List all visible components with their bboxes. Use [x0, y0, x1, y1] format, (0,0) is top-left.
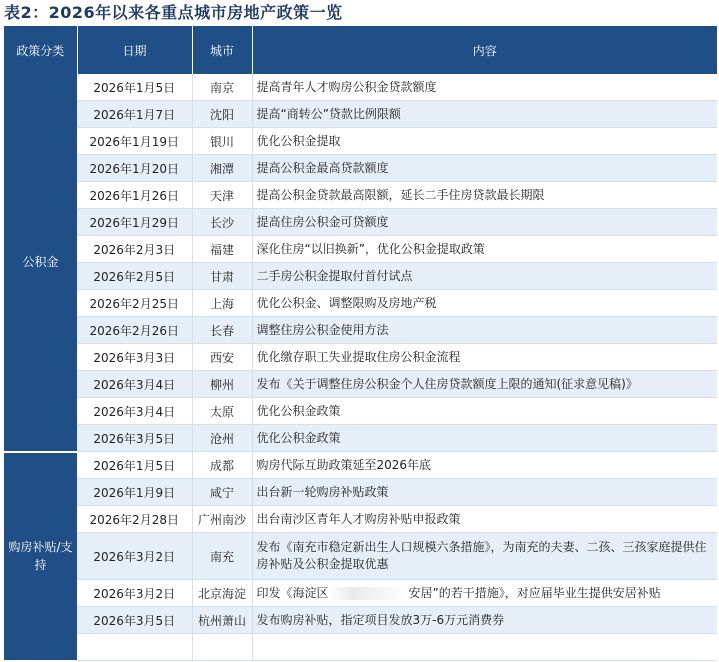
- content-cell: 深化住房“以旧换新”，优化公积金提取政策: [252, 236, 717, 263]
- city-cell: 甘肃: [192, 263, 252, 290]
- city-cell: 西安: [192, 344, 252, 371]
- city-cell: 银川: [192, 128, 252, 155]
- header-date: 日期: [77, 26, 192, 74]
- category-cell-purchase-subsidy: 购房补贴/支持: [4, 452, 77, 661]
- city-cell: 南充: [192, 533, 252, 580]
- date-cell: 2026年1月5日: [77, 74, 192, 101]
- city-cell: 成都: [192, 452, 252, 479]
- table-row-cut: [4, 634, 717, 661]
- city-cell: 沈阳: [192, 101, 252, 128]
- city-cell: 沧州: [192, 425, 252, 452]
- city-cell: 长春: [192, 317, 252, 344]
- table-row: [4, 533, 717, 580]
- city-cell: 北京海淀: [192, 580, 252, 607]
- date-cell: 2026年3月5日: [77, 607, 192, 634]
- content-cell: 发布《南充市稳定新出生人口规模六条措施》，为南充的夫妻、二孩、三孩家庭提供住房补贴及公积金提取优惠: [252, 533, 717, 580]
- date-cell: 2026年2月3日: [77, 236, 192, 263]
- date-cell: 2026年1月9日: [77, 479, 192, 506]
- content-cell: 二手房公积金提取付首付试点: [252, 263, 717, 290]
- content-part-after: 安居”的若干措施》，对应届毕业生提供安居补贴: [408, 585, 661, 600]
- content-cell: 优化公积金政策: [252, 425, 717, 452]
- date-cell: 2026年1月29日: [77, 209, 192, 236]
- date-cell: 2026年2月26日: [77, 317, 192, 344]
- table-row: [4, 607, 717, 634]
- table-row: [4, 452, 717, 479]
- table-row: [4, 155, 717, 182]
- table-row: [4, 209, 717, 236]
- city-cell: 广州南沙: [192, 506, 252, 533]
- date-cell: 2026年2月5日: [77, 263, 192, 290]
- date-cell: 2026年3月5日: [77, 425, 192, 452]
- content-cell: 优化公积金提取: [252, 128, 717, 155]
- date-cell: 2026年1月7日: [77, 101, 192, 128]
- city-cell: 上海: [192, 290, 252, 317]
- table-row: [4, 506, 717, 533]
- table-row: [4, 263, 717, 290]
- date-cell: 2026年3月3日: [77, 344, 192, 371]
- content-cell: 发布《关于调整住房公积金个人住房贷款额度上限的通知(征求意见稿)》: [252, 371, 717, 398]
- blurred-region: [329, 587, 409, 600]
- content-cell: 发布购房补贴，指定项目发放3万-6万元消费券: [252, 607, 717, 634]
- city-cell: 福建: [192, 236, 252, 263]
- content-cell: 提高住房公积金可贷额度: [252, 209, 717, 236]
- table-row: [4, 398, 717, 425]
- header-category: 政策分类: [4, 26, 77, 74]
- policy-table: [4, 26, 717, 662]
- table-row: [4, 128, 717, 155]
- content-cell: 提高青年人才购房公积金贷款额度: [252, 74, 717, 101]
- table-row: [4, 317, 717, 344]
- date-cell: 2026年2月28日: [77, 506, 192, 533]
- content-part-before: 印发《海淀区: [256, 585, 329, 600]
- city-cell: 太原: [192, 398, 252, 425]
- city-cell: 杭州萧山: [192, 607, 252, 634]
- content-cell: 出台新一轮购房补贴政策: [252, 479, 717, 506]
- content-cell: 提高公积金最高贷款额度: [252, 155, 717, 182]
- table-row: [4, 290, 717, 317]
- header-city: 城市: [192, 26, 252, 74]
- city-cell: 长沙: [192, 209, 252, 236]
- date-cell: 2026年3月4日: [77, 371, 192, 398]
- date-cell: 2026年1月19日: [77, 128, 192, 155]
- city-cell: 湘潭: [192, 155, 252, 182]
- content-cell: 购房代际互助政策延至2026年底: [252, 452, 717, 479]
- city-cell: 天津: [192, 182, 252, 209]
- content-cell: 提高公积金贷款最高限额，延长二手住房贷款最长期限: [252, 182, 717, 209]
- table-row: [4, 425, 717, 452]
- content-cell: [252, 634, 717, 661]
- content-cell: 出台南沙区青年人才购房补贴申报政策: [252, 506, 717, 533]
- category-cell-housing-fund: 公积金: [4, 74, 77, 452]
- city-cell: 柳州: [192, 371, 252, 398]
- table-row: [4, 371, 717, 398]
- city-cell: 咸宁: [192, 479, 252, 506]
- header-row: [4, 26, 717, 74]
- table-row: [4, 236, 717, 263]
- date-cell: 2026年1月5日: [77, 452, 192, 479]
- header-content: 内容: [252, 26, 717, 74]
- table-row: [4, 74, 717, 101]
- date-cell: 2026年3月2日: [77, 533, 192, 580]
- table-row: [4, 580, 717, 607]
- table-row: [4, 101, 717, 128]
- date-cell: 2026年1月20日: [77, 155, 192, 182]
- table-title: 表2：2026年以来各重点城市房地产政策一览: [4, 3, 343, 22]
- date-cell: 2026年3月2日: [77, 580, 192, 607]
- city-cell: [192, 634, 252, 661]
- date-cell: [77, 634, 192, 661]
- content-cell: 优化缴存职工失业提取住房公积金流程: [252, 344, 717, 371]
- city-cell: 南京: [192, 74, 252, 101]
- content-cell: [252, 580, 717, 607]
- date-cell: 2026年1月26日: [77, 182, 192, 209]
- table-row: [4, 182, 717, 209]
- table-row: [4, 344, 717, 371]
- table-row: [4, 479, 717, 506]
- content-cell: 优化公积金、调整限购及房地产税: [252, 290, 717, 317]
- content-cell: 提高“商转公”贷款比例限额: [252, 101, 717, 128]
- date-cell: 2026年2月25日: [77, 290, 192, 317]
- content-cell: 调整住房公积金使用方法: [252, 317, 717, 344]
- content-cell: 优化公积金政策: [252, 398, 717, 425]
- date-cell: 2026年3月4日: [77, 398, 192, 425]
